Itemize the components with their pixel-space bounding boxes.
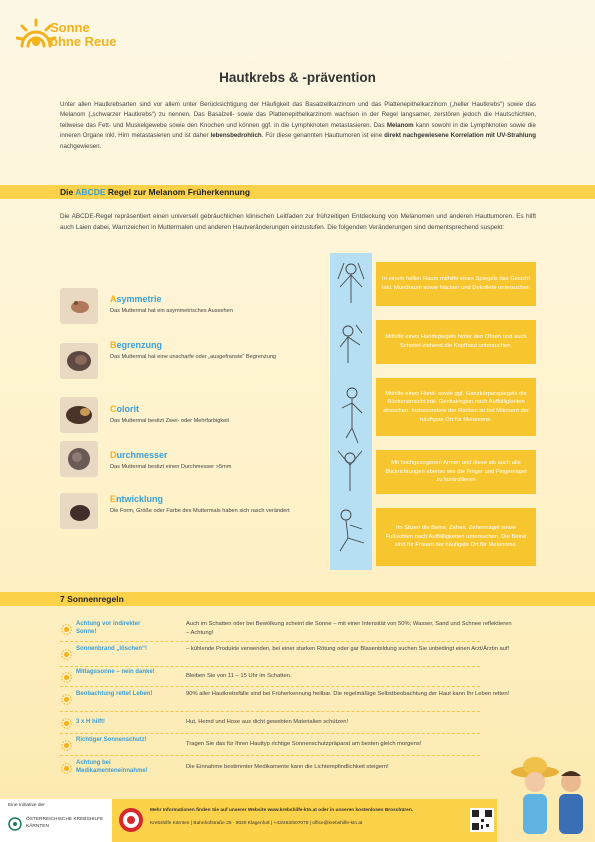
abcde-letter-c: C xyxy=(110,404,117,414)
footer-info-block xyxy=(112,799,497,842)
abcde-heading xyxy=(60,187,250,197)
rule-text-1: Auch im Schatten oder bei Bewölkung scheint die Sonne – mit einer Intensität von 50%; Wasser, Sand und Schnee reflektieren – Achtung! xyxy=(186,621,512,636)
mole-color-icon xyxy=(60,397,98,433)
rule-text-6: Tragen Sie das für Ihren Hauttyp richtige Sonnenschutzpräparat am besten gleich morgens! xyxy=(186,741,422,747)
sun-rule-icon-6 xyxy=(61,738,72,749)
rules-heading: 7 Sonnenregeln xyxy=(60,594,124,604)
intro-paragraph xyxy=(60,100,536,152)
abcde-letter-e: E xyxy=(110,494,117,504)
abcde-desc-d: Das Muttermal besitzt einen Durchmesser >5mm xyxy=(110,464,232,470)
mole-image-evolution xyxy=(60,493,98,529)
selfcheck-card-2: Mithilfe eines Handspiegels hinter den Ohren und auch Scheitel-ziehend die Kopfhaut untersuchen. xyxy=(376,320,536,364)
footer-org-block xyxy=(0,799,112,842)
intro-bold-3: direkt nachgewiesene Korrelation mit UV-Strahlung xyxy=(384,132,536,140)
abcde-word-b xyxy=(110,340,162,350)
abcde-rest-c: olorit xyxy=(116,404,139,414)
rule-title-3: Mittagssonne – nein danke! xyxy=(76,669,155,675)
mole-image-color xyxy=(60,397,98,433)
page-title: Hautkrebs & -prävention xyxy=(219,70,376,85)
footer-initiative-label: Eine Initiative der xyxy=(8,803,45,808)
mole-asymmetry-icon xyxy=(60,288,98,324)
intro-text-4: nachgewiesen. xyxy=(60,142,102,150)
intro-text-3: . Für diese genannten Hauttumoren ist eine xyxy=(261,132,385,140)
abcde-heading-accent: ABCDE xyxy=(75,187,106,197)
abcde-letter-d: D xyxy=(110,450,117,460)
rule-title-6: Richtiger Sonnenschutz! xyxy=(76,737,147,743)
abcde-rest-b: egrenzung xyxy=(116,340,163,350)
rule-title-7: Achtung bei Medikamenteneinnahme! xyxy=(76,760,148,774)
rule-text-7: Die Einnahme bestimmter Medikamente kann die Lichtempfindlichkeit steigern! xyxy=(186,764,389,770)
abcde-desc-c: Das Muttermal besitzt Zwei- oder Mehrfarbigkeit xyxy=(110,418,230,424)
body-check-figures-icon xyxy=(330,253,372,570)
selfcheck-card-3: Mithilfe eines Hand- sowie ggf. Ganzkörperspiegels die Rückenansicht inkl. Genitalregion nach Auffälligkeiten absuchen. Insbesondere der Rücken ist bei Männern der häufigste Ort für Melanome. xyxy=(376,378,536,436)
rule-text-2: – kühlende Produkte verwenden, bei einer starken Rötung oder gar Blasenbildung suchen Sie unbedingt einen Arzt/Ärztin auf! xyxy=(186,646,510,652)
rule-divider xyxy=(60,755,480,756)
mole-evolution-icon xyxy=(60,493,98,529)
intro-bold-1: Melanom xyxy=(386,121,414,129)
footer-org-name: ÖSTERREICHISCHE KREBSHILFE KÄRNTEN xyxy=(26,817,104,829)
selfcheck-card-1: In einem hellen Raum mithilfe eines Spiegels das Gesicht inkl. Mundraum sowie Nacken und Dekolleté untersuchen xyxy=(376,262,536,306)
rule-text-3: Bleiben Sie von 11 – 15 Uhr im Schatten. xyxy=(186,673,292,679)
rule-text-4: 90% aller Hautkrebsfälle sind bei Früherkennung heilbar. Die regelmäßige Selbstbeobachtung der Haut kann Ihr Leben retten! xyxy=(186,691,510,697)
rule-divider xyxy=(60,666,480,667)
mole-image-border xyxy=(60,343,98,379)
cartoon-couple-illustration-icon xyxy=(505,748,595,842)
selfcheck-card-5: Im Sitzen die Beine, Zehen, Zehennägel sowie Fußsohlen nach Auffälligkeiten untersuchen. Die Beine sind für Frauen der häufigste Ort für Melanome. xyxy=(376,508,536,566)
rule-title-2: Sonnenbrand „löschen“! xyxy=(76,646,148,652)
intro-text-2: kann sowohl in die Lymphknoten sowie die inneren Organe inkl. Hirn metastasieren und ist daher xyxy=(60,121,537,140)
abcde-word-d xyxy=(110,450,168,460)
krebshilfe-badge-icon xyxy=(118,807,144,833)
abcde-desc-b: Das Muttermal hat eine unscharfe oder „ausgefranste“ Begrenzung xyxy=(110,354,277,360)
rule-title-4: Beobachtung rettet Leben! xyxy=(76,691,153,697)
logo-line-1: Sonne xyxy=(50,20,90,35)
abcde-word-a xyxy=(110,294,162,304)
abcde-letter-b: B xyxy=(110,340,117,350)
sun-rule-icon-5 xyxy=(61,716,72,727)
selfcheck-card-4: Mit hochgezogenen Armen und diese als auch alle Blickrichtungen ebenso wie die Finger und Fingernägel zu kontrollieren xyxy=(376,450,536,494)
rule-title-1: Achtung vor indirekter Sonne! xyxy=(76,621,141,635)
abcde-rest-a: symmetrie xyxy=(116,294,162,304)
abcde-desc-a: Das Muttermal hat ein asymmetrisches Aussehen xyxy=(110,308,233,314)
mole-image-asymmetry xyxy=(60,288,98,324)
rule-title-5: 3 x H hilft! xyxy=(76,719,106,725)
sun-rule-icon-2 xyxy=(61,647,72,658)
rule-divider xyxy=(60,686,480,687)
abcde-rest-d: urchmesser xyxy=(116,450,168,460)
sun-rule-icon-7 xyxy=(61,761,72,772)
selfcheck-illustration-strip xyxy=(330,253,372,570)
intro-bold-2: lebensbedrohlich xyxy=(210,132,262,140)
krebshilfe-logo-icon xyxy=(8,817,22,831)
qr-code-icon xyxy=(470,808,494,832)
abcde-word-c xyxy=(110,404,139,414)
abcde-letter-a: A xyxy=(110,294,117,304)
footer-info-line-1: Mehr Informationen finden Sie auf unserer Website www.krebshilfe-ktn.at oder in unseren kostenlosen Broschüren. xyxy=(150,808,414,813)
mole-diameter-icon xyxy=(60,441,98,477)
rule-divider xyxy=(60,733,480,734)
logo-line-2: ohne Reue xyxy=(50,34,117,49)
mole-border-icon xyxy=(60,343,98,379)
abcde-rest-e: ntwicklung xyxy=(116,494,164,504)
sun-rule-icon-1 xyxy=(61,622,72,633)
footer-info-line-2: Krebshilfe Kärnten | Bahnhofstraße 25 · 9020 Klagenfurt | +43/463/507078 | office@krebshilfe-ktn.at xyxy=(150,821,363,826)
abcde-desc-e: Die Form, Größe oder Farbe des Muttermals haben sich rasch verändert xyxy=(110,508,290,514)
rule-divider xyxy=(60,711,480,712)
abcde-heading-pre: Die xyxy=(60,187,76,197)
sun-rule-icon-3 xyxy=(61,670,72,681)
brand-logo xyxy=(50,21,116,49)
rule-divider xyxy=(60,641,480,642)
mole-image-diameter xyxy=(60,441,98,477)
abcde-heading-post: Regel zur Melanom Früherkennung xyxy=(105,187,251,197)
intro-text-1: Unter allen Hautkrebsarten sind vor allem unter Berücksichtigung der Häufigkeit das Basalzellkarzinom und das Plattenepithelkarzinom („heller Hautkrebs“) sowie das Melanom („schwarzer Hautkrebs“) zu nennen. Das Basalzell- sowie das Plattenepithelkarzinom wachsen in der Regel langsamer, zerstören jedoch die Hautschichten, teilweise das Fett- und Muskelgewebe sowie den Knochen und können ggf. in die Lymphknoten metastasieren. Das xyxy=(60,101,536,129)
abcde-word-e xyxy=(110,494,163,504)
sun-rule-icon-4 xyxy=(61,692,72,703)
abcde-intro: Die ABCDE-Regel repräsentiert einen universell gebräuchlichen klinischen Leitfaden zur frühzeitigen Entdeckung von Melanomen und anderen Hauttumoren. Es hilft auch Laien dabei, Warnzeichen in Muttermalen und anderen Hautveränderungen einzustufen. Die folgenden Veränderungen sind dementsprechend suspekt: xyxy=(60,213,536,231)
rule-text-5: Hut, Hemd und Hose aus dicht gewebten Materialien schützen! xyxy=(186,719,349,725)
